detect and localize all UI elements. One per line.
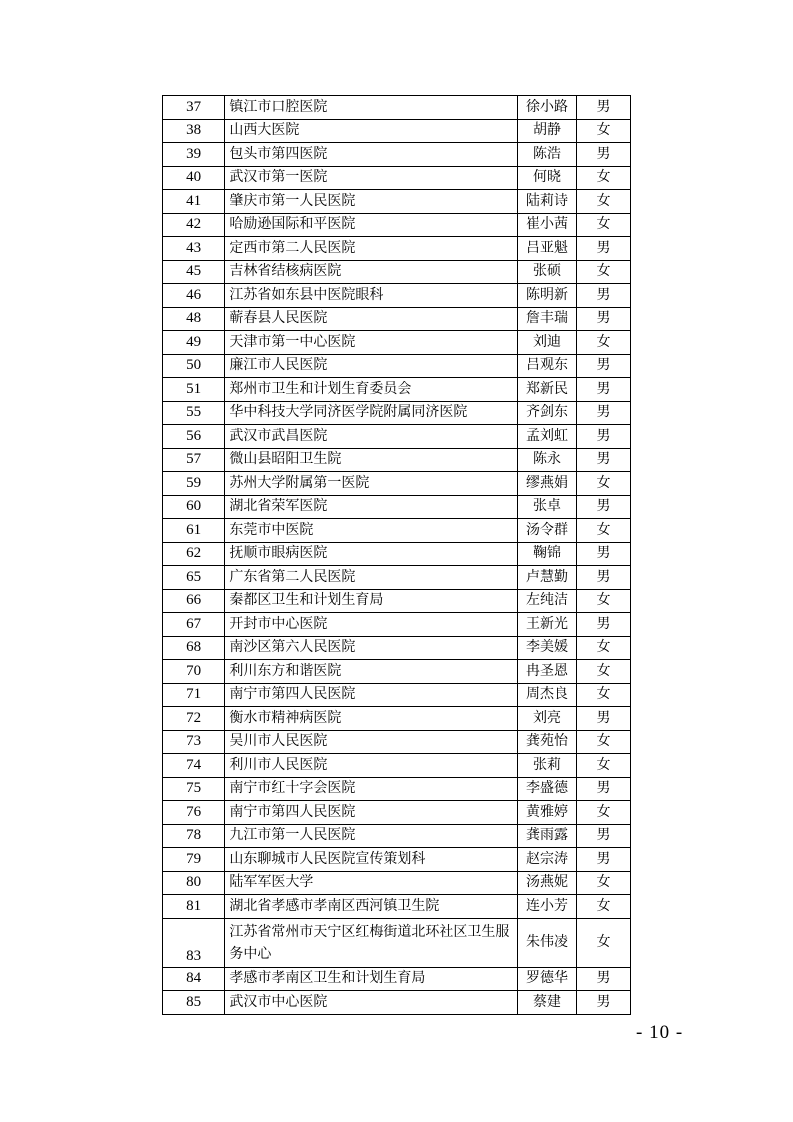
table-row xyxy=(163,519,631,543)
person-name: 刘迪 xyxy=(517,331,576,355)
organization-name: 南宁市第四人民医院 xyxy=(225,801,518,825)
table-row xyxy=(163,824,631,848)
row-number: 76 xyxy=(163,801,225,825)
person-name: 连小芳 xyxy=(517,895,576,919)
organization-name: 九江市第一人民医院 xyxy=(225,824,518,848)
table-row xyxy=(163,284,631,308)
table-row xyxy=(163,119,631,143)
row-number: 37 xyxy=(163,96,225,120)
table-row xyxy=(163,378,631,402)
row-number: 48 xyxy=(163,307,225,331)
gender: 女 xyxy=(577,190,631,214)
table-row xyxy=(163,307,631,331)
row-number: 70 xyxy=(163,660,225,684)
table-row xyxy=(163,143,631,167)
organization-name: 华中科技大学同济医学院附属同济医院 xyxy=(225,401,518,425)
table-row xyxy=(163,190,631,214)
table-row xyxy=(163,166,631,190)
organization-name: 定西市第二人民医院 xyxy=(225,237,518,261)
row-number: 68 xyxy=(163,636,225,660)
gender: 女 xyxy=(577,683,631,707)
organization-name: 包头市第四医院 xyxy=(225,143,518,167)
person-name: 郑新民 xyxy=(517,378,576,402)
table-row xyxy=(163,707,631,731)
organization-name: 武汉市武昌医院 xyxy=(225,425,518,449)
organization-name: 衡水市精神病医院 xyxy=(225,707,518,731)
row-number: 40 xyxy=(163,166,225,190)
organization-name: 肇庆市第一人民医院 xyxy=(225,190,518,214)
row-number: 66 xyxy=(163,589,225,613)
gender: 女 xyxy=(577,801,631,825)
gender: 男 xyxy=(577,991,631,1015)
gender: 女 xyxy=(577,871,631,895)
row-number: 73 xyxy=(163,730,225,754)
organization-name: 抚顺市眼病医院 xyxy=(225,542,518,566)
organization-name: 镇江市口腔医院 xyxy=(225,96,518,120)
page-number: - 10 - xyxy=(636,1022,684,1043)
gender: 女 xyxy=(577,754,631,778)
person-name: 张卓 xyxy=(517,495,576,519)
row-number: 67 xyxy=(163,613,225,637)
row-number: 65 xyxy=(163,566,225,590)
row-number: 74 xyxy=(163,754,225,778)
organization-name: 南沙区第六人民医院 xyxy=(225,636,518,660)
gender: 男 xyxy=(577,777,631,801)
person-name: 朱伟凌 xyxy=(517,918,576,967)
person-name: 卢慧勤 xyxy=(517,566,576,590)
row-number: 46 xyxy=(163,284,225,308)
table-row xyxy=(163,213,631,237)
gender: 男 xyxy=(577,566,631,590)
gender: 男 xyxy=(577,448,631,472)
person-name: 陆莉诗 xyxy=(517,190,576,214)
person-name: 黄雅婷 xyxy=(517,801,576,825)
row-number: 43 xyxy=(163,237,225,261)
person-name: 齐剑东 xyxy=(517,401,576,425)
roster-body xyxy=(163,96,631,1015)
person-name: 徐小路 xyxy=(517,96,576,120)
person-name: 缪燕娟 xyxy=(517,472,576,496)
table-row xyxy=(163,589,631,613)
gender: 女 xyxy=(577,895,631,919)
gender: 男 xyxy=(577,967,631,991)
gender: 男 xyxy=(577,401,631,425)
table-row xyxy=(163,636,631,660)
person-name: 鞠锦 xyxy=(517,542,576,566)
gender: 女 xyxy=(577,331,631,355)
organization-name: 利川东方和谐医院 xyxy=(225,660,518,684)
organization-name: 吉林省结核病医院 xyxy=(225,260,518,284)
table-row xyxy=(163,448,631,472)
row-number: 50 xyxy=(163,354,225,378)
table-row xyxy=(163,967,631,991)
gender: 男 xyxy=(577,848,631,872)
person-name: 赵宗涛 xyxy=(517,848,576,872)
row-number: 59 xyxy=(163,472,225,496)
gender: 女 xyxy=(577,636,631,660)
organization-name: 天津市第一中心医院 xyxy=(225,331,518,355)
person-name: 罗德华 xyxy=(517,967,576,991)
gender: 男 xyxy=(577,96,631,120)
row-number: 42 xyxy=(163,213,225,237)
gender: 男 xyxy=(577,495,631,519)
person-name: 刘亮 xyxy=(517,707,576,731)
gender: 女 xyxy=(577,260,631,284)
row-number: 57 xyxy=(163,448,225,472)
row-number: 56 xyxy=(163,425,225,449)
row-number: 81 xyxy=(163,895,225,919)
organization-name: 苏州大学附属第一医院 xyxy=(225,472,518,496)
organization-name: 陆军军医大学 xyxy=(225,871,518,895)
gender: 男 xyxy=(577,425,631,449)
organization-name: 利川市人民医院 xyxy=(225,754,518,778)
person-name: 李盛德 xyxy=(517,777,576,801)
row-number: 60 xyxy=(163,495,225,519)
row-number: 85 xyxy=(163,991,225,1015)
table-row xyxy=(163,848,631,872)
person-name: 胡静 xyxy=(517,119,576,143)
table-row xyxy=(163,918,631,967)
person-name: 李美媛 xyxy=(517,636,576,660)
gender: 男 xyxy=(577,613,631,637)
table-row xyxy=(163,354,631,378)
gender: 男 xyxy=(577,284,631,308)
table-row xyxy=(163,730,631,754)
person-name: 吕观东 xyxy=(517,354,576,378)
person-name: 陈永 xyxy=(517,448,576,472)
row-number: 72 xyxy=(163,707,225,731)
gender: 男 xyxy=(577,237,631,261)
table-row xyxy=(163,777,631,801)
person-name: 张硕 xyxy=(517,260,576,284)
organization-name: 武汉市第一医院 xyxy=(225,166,518,190)
person-name: 王新光 xyxy=(517,613,576,637)
person-name: 汤燕妮 xyxy=(517,871,576,895)
row-number: 83 xyxy=(163,918,225,967)
organization-name: 蕲春县人民医院 xyxy=(225,307,518,331)
person-name: 孟刘虹 xyxy=(517,425,576,449)
table-row xyxy=(163,683,631,707)
table-row xyxy=(163,96,631,120)
table-row xyxy=(163,895,631,919)
gender: 女 xyxy=(577,589,631,613)
organization-name: 吴川市人民医院 xyxy=(225,730,518,754)
person-name: 蔡建 xyxy=(517,991,576,1015)
gender: 男 xyxy=(577,824,631,848)
person-name: 陈明新 xyxy=(517,284,576,308)
row-number: 71 xyxy=(163,683,225,707)
row-number: 45 xyxy=(163,260,225,284)
table-row xyxy=(163,871,631,895)
table-row xyxy=(163,425,631,449)
person-name: 龚雨露 xyxy=(517,824,576,848)
row-number: 62 xyxy=(163,542,225,566)
gender: 女 xyxy=(577,660,631,684)
row-number: 75 xyxy=(163,777,225,801)
gender: 男 xyxy=(577,307,631,331)
table-row xyxy=(163,754,631,778)
person-name: 左纯洁 xyxy=(517,589,576,613)
table-row xyxy=(163,660,631,684)
gender: 女 xyxy=(577,119,631,143)
organization-name: 山西大医院 xyxy=(225,119,518,143)
gender: 女 xyxy=(577,730,631,754)
gender: 女 xyxy=(577,918,631,967)
row-number: 41 xyxy=(163,190,225,214)
organization-name: 南宁市红十字会医院 xyxy=(225,777,518,801)
table-row xyxy=(163,237,631,261)
person-name: 张莉 xyxy=(517,754,576,778)
person-name: 周杰良 xyxy=(517,683,576,707)
gender: 男 xyxy=(577,542,631,566)
gender: 女 xyxy=(577,213,631,237)
table-row xyxy=(163,566,631,590)
gender: 女 xyxy=(577,166,631,190)
organization-name: 孝感市孝南区卫生和计划生育局 xyxy=(225,967,518,991)
row-number: 49 xyxy=(163,331,225,355)
organization-name: 山东聊城市人民医院宣传策划科 xyxy=(225,848,518,872)
row-number: 78 xyxy=(163,824,225,848)
gender: 女 xyxy=(577,519,631,543)
gender: 男 xyxy=(577,354,631,378)
gender: 男 xyxy=(577,378,631,402)
person-name: 龚苑怡 xyxy=(517,730,576,754)
organization-name: 江苏省常州市天宁区红梅街道北环社区卫生服务中心 xyxy=(225,918,518,967)
table-row xyxy=(163,401,631,425)
table-row xyxy=(163,495,631,519)
table-row xyxy=(163,472,631,496)
organization-name: 秦都区卫生和计划生育局 xyxy=(225,589,518,613)
person-name: 吕亚魁 xyxy=(517,237,576,261)
gender: 男 xyxy=(577,707,631,731)
organization-name: 湖北省荣军医院 xyxy=(225,495,518,519)
row-number: 39 xyxy=(163,143,225,167)
table-row xyxy=(163,542,631,566)
organization-name: 广东省第二人民医院 xyxy=(225,566,518,590)
table-row xyxy=(163,801,631,825)
roster-table xyxy=(162,95,631,1015)
row-number: 51 xyxy=(163,378,225,402)
organization-name: 开封市中心医院 xyxy=(225,613,518,637)
table-row xyxy=(163,613,631,637)
row-number: 80 xyxy=(163,871,225,895)
row-number: 55 xyxy=(163,401,225,425)
organization-name: 郑州市卫生和计划生育委员会 xyxy=(225,378,518,402)
person-name: 陈浩 xyxy=(517,143,576,167)
person-name: 崔小茜 xyxy=(517,213,576,237)
person-name: 冉圣恩 xyxy=(517,660,576,684)
row-number: 84 xyxy=(163,967,225,991)
gender: 男 xyxy=(577,143,631,167)
row-number: 38 xyxy=(163,119,225,143)
person-name: 何晓 xyxy=(517,166,576,190)
organization-name: 湖北省孝感市孝南区西河镇卫生院 xyxy=(225,895,518,919)
table-row xyxy=(163,991,631,1015)
organization-name: 廉江市人民医院 xyxy=(225,354,518,378)
organization-name: 微山县昭阳卫生院 xyxy=(225,448,518,472)
person-name: 詹丰瑞 xyxy=(517,307,576,331)
organization-name: 江苏省如东县中医院眼科 xyxy=(225,284,518,308)
person-name: 汤令群 xyxy=(517,519,576,543)
organization-name: 东莞市中医院 xyxy=(225,519,518,543)
row-number: 61 xyxy=(163,519,225,543)
gender: 女 xyxy=(577,472,631,496)
row-number: 79 xyxy=(163,848,225,872)
organization-name: 南宁市第四人民医院 xyxy=(225,683,518,707)
organization-name: 哈励逊国际和平医院 xyxy=(225,213,518,237)
table-row xyxy=(163,260,631,284)
organization-name: 武汉市中心医院 xyxy=(225,991,518,1015)
table-row xyxy=(163,331,631,355)
